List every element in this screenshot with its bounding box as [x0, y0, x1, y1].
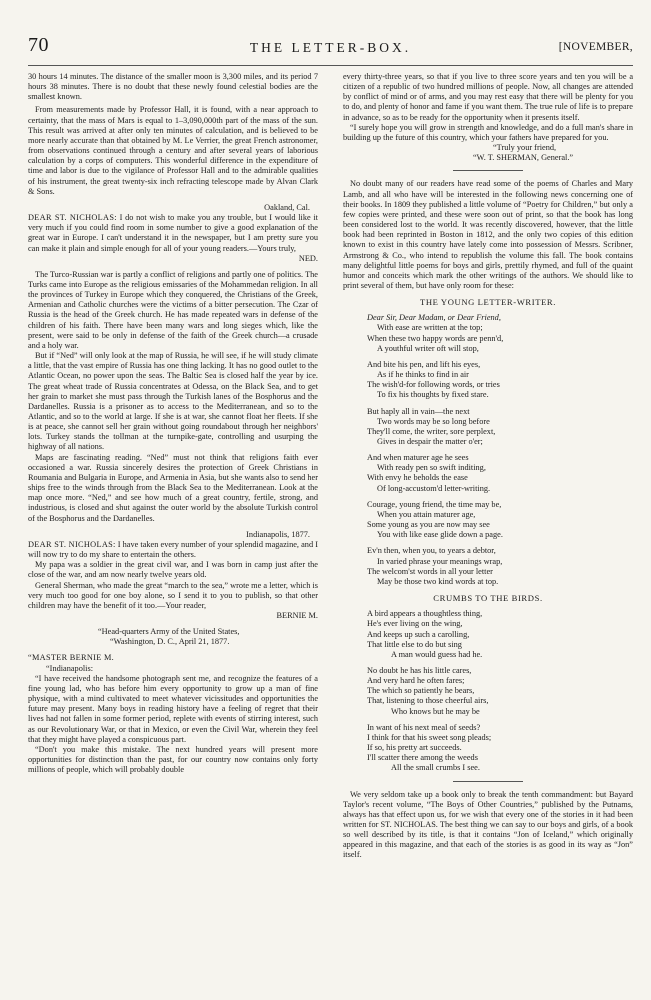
paragraph-mass-of-mars: From measurements made by Professor Hall, it is found, with a near approach to certainty, that the mass of Mars is equal to 1–3,090,000th part of the mass of the sun. This result was arrived at after only ten minutes of calculation, and is believed to be more nearly accurate than that obtained by M. Le Verrier, the great French astronomer, from observations continued through a century and after several years of laborious calculation by a corps of computers. This wonderful difference in the expenditure of time and labor is due to the vigilance of Professor Hall and to the admirable qualities of his instrument, the great twenty-six inch refracting telescope made by Alvan Clark & Sons. [28, 105, 318, 196]
poem-line: With ready pen so swift inditing, [377, 463, 486, 473]
sherman-letter-paragraph: “I surely hope you will grow in strength and knowledge, and do a full man's share in building up the future of this country, which your fathers have prepared for you. [343, 122, 633, 142]
letter-place: Oakland, Cal. [264, 202, 310, 212]
poem-line: The welcom'st words in all your letter [367, 566, 493, 576]
poem-stanza [367, 407, 633, 448]
sherman-letter-paragraph: every thirty-three years, so that if you live to three score years and ten you will be a citizen of a republic of two hundred millions of people. Now, all changes are attended by conflict of mind or of arms, and you may rest easy that there will be plenty for you to do, and plenty of honor and fame if you want them. The true rule of life is to prepare in advance, so as to be ready for the opportunity when it presents itself. [343, 72, 633, 122]
letter-closing: “Truly your friend, [493, 143, 557, 153]
paragraph-maps-reading: Maps are fascinating reading. “Ned” must not think that religions faith ever occasioned a war. Russia sincerely desires the protection of Greek Christians in Roumania and Bulgaria in Europe, and Armenia in Asia, but she wants also to send her ships free to the winds through from the Black Sea to the Mediterranean. Look at the map once more. “Ned,” and see how much of a great country, fertile, strong, and industrious, is closed and shut against the outer world by the absolute Turkish control of the Bosphorus and the Dardanelles. [28, 452, 318, 523]
addressee-name: “MASTER BERNIE M. [28, 653, 114, 663]
poem-line: You with like ease glide down a page. [377, 530, 503, 540]
letter-ned [28, 213, 318, 254]
header-rule [28, 65, 633, 66]
poem-line: Gives in despair the matter o'er; [377, 437, 483, 446]
running-title: THE LETTER-BOX. [249, 40, 412, 55]
poem-line: Two words may be so long before [377, 416, 490, 426]
poem-line: A youthful writer oft will stop, [377, 343, 479, 353]
poem-line: Courage, young friend, the time may be, [367, 499, 502, 509]
letter-salutation: DEAR ST. NICHOLAS: [28, 213, 117, 223]
poem-line: The which so patiently he bears, [367, 686, 475, 696]
poem-line: And keeps up such a carolling, [367, 629, 470, 639]
paragraph-bayard-taylor: We very seldom take up a book only to break the tenth commandment: but Bayard Taylor's recent volume, “The Boys of Other Countries,” published by the Putnams, always has that effect upon us, for we wish that every one of the stories in it had been written for ST. NICHOLAS. The best thing we can say to our boys and girls, of a book so well described by its title, is that it contains “Jon of Iceland,” which originally appeared in this magazine, and that each of the stories is as good in its way as “Jon” itself. [343, 789, 633, 860]
paragraph-moons: 30 hours 14 minutes. The distance of the smaller moon is 3,300 miles, and its period 7 hours 38 minutes. There is no doubt that these newly found celestial bodies are the smallest known. [28, 72, 318, 102]
poem-line: That, listening to those cheerful airs, [367, 696, 489, 706]
letter-place: Indianapolis, 1877. [246, 529, 310, 539]
left-column [28, 72, 318, 928]
poem-line: With envy he beholds the ease [367, 473, 468, 483]
poem-stanza [367, 360, 633, 401]
paragraph-war-religions: The Turco-Russian war is partly a conflict of religions and partly one of politics. The Turks came into Europe as the religious emissaries of the Mohammedan religion. In all the provinces of Turkey in Europe which they conquered, the Christians of the Greek, Armenian and Catholic churches were the victims of a bitter persecution. The Czar of Russia is the head of the Greek church. He has made repeated wars in defense of the children of his faith. There have been many wars and long sieges which, like the present, were said to be only in defense of the faith of the Greek church—a crusade and a holy war. [28, 269, 318, 350]
poem-stanza [367, 723, 633, 774]
addressee-city: “Indianapolis: [46, 663, 94, 673]
poem-line: Dear Sir, Dear Madam, or Dear Friend, [367, 313, 501, 323]
letter-body: General Sherman, who made the great “march to the sea,” wrote me a letter, which is very much too good for one boy alone, so I send it to you to publish, so that other children may have the benefit of it too.—Your reader, [28, 580, 318, 610]
poem-line: That little else to do but sing [367, 639, 462, 649]
poem-line: And bite his pen, and lift his eyes, [367, 359, 481, 369]
poem-line: If so, his pretty art succeeds. [367, 743, 462, 753]
letter-signature: NED. [298, 253, 318, 263]
poem-line: Of long-accustom'd letter-writing. [377, 483, 491, 493]
poem-line: With ease are written at the top; [377, 323, 483, 333]
poem-line: A bird appears a thoughtless thing, [367, 609, 483, 619]
poem-line: May be those two kind words at top. [377, 576, 499, 586]
letter-body: My papa was a soldier in the great civil war, and I was born in camp just after the close of the war, and am now nearly twelve years old. [28, 560, 318, 580]
poem-stanza [367, 546, 633, 587]
letter-bernie [28, 540, 318, 560]
poem-line: When these two happy words are penn'd, [367, 333, 504, 343]
section-divider [453, 781, 523, 782]
sherman-letter-paragraph: “I have received the handsome photograph sent me, and recognize the features of a fine young lad, who has before him every opportunity to grow up a man of fine physique, with a mind cultivated to meet whatever vicissitudes and opportunities the future may present. Many boys in reading history have a feeling of regret that their lives had not fallen in some former period, replete with events of stirring interest, such as our Revolutionary War, or that in Mexico, or even the Civil War, wherein they feel that they might have played a conspicuous part. [28, 673, 318, 744]
letter-salutation: DEAR ST. NICHOLAS: [28, 539, 116, 549]
letter-body: I do not wish to make you any trouble, but I would like it very much if you could find room in some number to give a good explanation of the great war in Europe. I can't understand it in the newspaper, but I am pretty sure you can make it plain and simple enough for all of your young readers.—Yours truly, [28, 213, 318, 253]
poem-line: In want of his next meal of seeds? [367, 722, 481, 732]
paragraph-russia-map: But if “Ned” will only look at the map of Russia, he will see, if he will study climate a little, that the vast empire of Russia has one thing lacking. It has no good outlet to the Atlantic Ocean, no power upon the seas. The Baltic Sea is closed half the year by ice. The great wheat trade of Russia concentrates at Odessa, on the Black Sea, and to get her grain to market she must pass through the Turkish lanes of the Bosphorus and the Dardanelles. Russia is a prisoner as to access to the Mediterranean, and so to the Atlantic, and so to the world at large. If she is at war, she cannot float her fleets. If she is at peace, she cannot sell her grain without going roundabout through her neighbors' lots. Turkey stands the tollman at the turnpike-gate, controlling and usurping the highway of all nations. [28, 351, 318, 452]
poem-line: He's ever living on the wing, [367, 619, 463, 629]
poem-line: When you attain maturer age, [377, 509, 476, 519]
poem-line: As if he thinks to find in air [377, 370, 469, 380]
poem-line: And when maturer age he sees [367, 453, 469, 463]
poem-line: Ev'n then, when you, to years a debtor, [367, 546, 496, 556]
poem-line: But haply all in vain—the next [367, 406, 470, 416]
headquarters-date: “Washington, D. C., April 21, 1877. [110, 637, 230, 647]
poem-line: In varied phrase your meanings wrap, [377, 556, 503, 566]
right-column [343, 72, 633, 992]
issue-month: [NOVEMBER, [558, 41, 633, 53]
poem-line: The wish'd-for following words, or tries [367, 380, 500, 390]
poem-young-letter-writer [343, 313, 633, 587]
poem-line: No doubt he has his little cares, [367, 665, 472, 675]
poem-crumbs-to-birds [343, 609, 633, 773]
poem-line: To fix his thoughts by fixed stare. [377, 390, 489, 400]
poem-stanza [367, 500, 633, 541]
poem-stanza [367, 666, 633, 717]
poem-line: Some young as you are now may see [367, 520, 490, 530]
poem-stanza [367, 313, 633, 354]
poem-line: And very hard he often fares; [367, 676, 465, 686]
section-divider [453, 170, 523, 171]
poem-line: I think for that his sweet song pleads; [367, 732, 492, 742]
poem-line: I'll scatter there among the weeds [367, 753, 478, 763]
poem-stanza [367, 453, 633, 494]
poem-line: Who knows but he may be [391, 706, 480, 716]
poem-line: All the small crumbs I see. [391, 763, 480, 773]
poem-title: CRUMBS TO THE BIRDS. [433, 593, 543, 604]
letter-body: I have taken every number of your splendid magazine, and I will now try to do my share to entertain the others. [28, 539, 318, 560]
poem-title: THE YOUNG LETTER-WRITER. [419, 297, 557, 308]
poem-stanza [367, 609, 633, 660]
poem-line: They'll come, the writer, sore perplext, [367, 426, 496, 436]
paragraph-lamb-poems: No doubt many of our readers have read some of the poems of Charles and Mary Lamb, and all who have will be interested in the following news concerning one of their books. In 1809 they published a little volume of “Poetry for Children,” but only a few copies were printed, and these were soon out of print, so that the book has long been considered lost to the world. It was recently discovered, however, that the little book had been reprinted in Boston in 1812, and the only two copies of this edition known to exist in this country have lately come into possession of Messrs. Scribner, Armstrong & Co., who intend to republish the volume this fall. The book contains many delightful little poems for boys and girls, prettily rhymed, and full of the quaint humor and conceits which mark the other writings of the authors. We should like to print several of them, but have only room for these: [343, 179, 633, 290]
letter-signature: BERNIE M. [276, 610, 318, 620]
poem-line: A man would guess had he. [391, 649, 483, 659]
page-number: 70 [28, 34, 49, 56]
letter-closing-signature: “W. T. SHERMAN, General.” [473, 153, 574, 163]
sherman-letter-paragraph: “Don't you make this mistake. The next hundred years will present more opportunities for distinction than the past, for our country now contains only forty millions of people, which will probably double [28, 744, 318, 775]
headquarters-line: “Head-quarters Army of the United States, [98, 627, 240, 637]
page-header [28, 34, 633, 62]
